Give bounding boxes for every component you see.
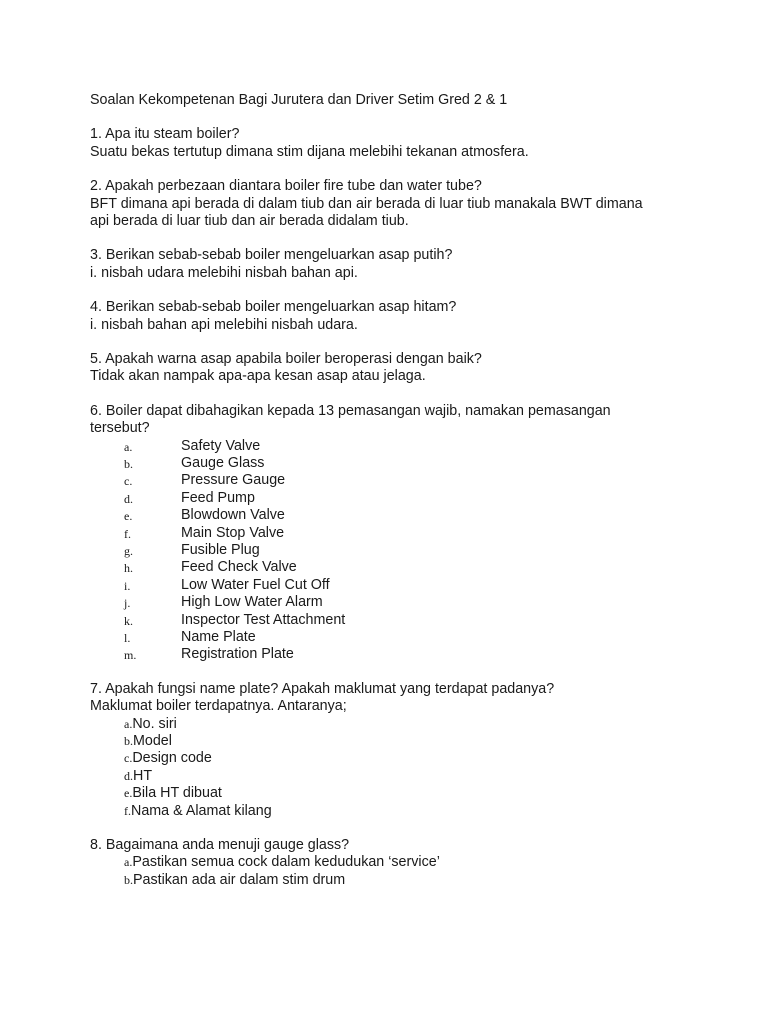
list-item-text: Inspector Test Attachment xyxy=(181,611,346,628)
list-item xyxy=(90,472,690,489)
answer-7: Maklumat boiler terdapatnya. Antaranya; xyxy=(90,698,347,715)
list-item-text: Gauge Glass xyxy=(181,455,265,472)
list-item-text: No. siri xyxy=(132,715,177,732)
list-item-text: Pressure Gauge xyxy=(181,472,286,489)
q8-list xyxy=(90,854,690,889)
list-item xyxy=(90,716,690,733)
list-item xyxy=(90,854,690,871)
document-title: Soalan Kekompetenan Bagi Jurutera dan Driver Setim Gred 2 & 1 xyxy=(90,92,508,108)
list-item xyxy=(90,490,690,507)
list-marker: c. xyxy=(124,474,133,489)
list-item xyxy=(90,507,690,524)
list-marker: d. xyxy=(124,768,133,783)
list-item-text: Bila HT dibuat xyxy=(132,785,222,802)
list-marker: b. xyxy=(124,872,133,887)
list-item xyxy=(90,750,690,767)
list-item xyxy=(90,612,690,629)
list-item-text: Nama & Alamat kilang xyxy=(131,802,272,819)
list-item xyxy=(90,455,690,472)
question-6-line-1: 6. Boiler dapat dibahagikan kepada 13 pemasangan wajib, namakan pemasangan xyxy=(90,402,611,419)
answer-3: i. nisbah udara melebihi nisbah bahan api. xyxy=(90,264,358,281)
q7-list xyxy=(90,716,690,820)
list-marker: m. xyxy=(124,648,137,663)
document-body xyxy=(90,92,690,889)
list-item xyxy=(90,785,690,802)
question-1: 1. Apa itu steam boiler? xyxy=(90,126,240,143)
list-item-text: Feed Pump xyxy=(181,489,255,506)
list-marker: d. xyxy=(124,491,133,506)
list-marker: a. xyxy=(124,439,133,454)
answer-1: Suatu bekas tertutup dimana stim dijana melebihi tekanan atmosfera. xyxy=(90,143,529,160)
question-2: 2. Apakah perbezaan diantara boiler fire tube dan water tube? xyxy=(90,178,482,195)
list-item-text: Pastikan semua cock dalam kedudukan ‘service’ xyxy=(132,854,440,871)
list-item xyxy=(90,872,690,889)
list-item xyxy=(90,629,690,646)
list-marker: b. xyxy=(124,733,133,748)
question-7: 7. Apakah fungsi name plate? Apakah maklumat yang terdapat padanya? xyxy=(90,680,555,697)
list-item xyxy=(90,577,690,594)
list-marker: h. xyxy=(124,561,133,576)
list-item xyxy=(90,525,690,542)
list-marker: f. xyxy=(124,803,131,818)
list-item xyxy=(90,803,690,820)
answer-4: i. nisbah bahan api melebihi nisbah udara. xyxy=(90,316,358,333)
list-marker: j. xyxy=(124,596,131,611)
list-marker: k. xyxy=(124,613,133,628)
question-4: 4. Berikan sebab-sebab boiler mengeluarkan asap hitam? xyxy=(90,299,457,316)
list-item xyxy=(90,438,690,455)
list-item xyxy=(90,594,690,611)
list-item-text: Design code xyxy=(132,750,212,767)
list-marker: c. xyxy=(124,751,133,766)
answer-5: Tidak akan nampak apa-apa kesan asap atau jelaga. xyxy=(90,368,426,385)
question-5: 5. Apakah warna asap apabila boiler beroperasi dengan baik? xyxy=(90,351,482,368)
list-item xyxy=(90,559,690,576)
list-item-text: Blowdown Valve xyxy=(181,507,285,524)
list-item-text: Model xyxy=(133,732,172,749)
question-3: 3. Berikan sebab-sebab boiler mengeluarkan asap putih? xyxy=(90,247,453,264)
answer-2-line-2: api berada di luar tiub dan air berada didalam tiub. xyxy=(90,213,409,230)
list-item-text: Name Plate xyxy=(181,628,256,645)
list-item xyxy=(90,542,690,559)
list-item xyxy=(90,733,690,750)
list-item-text: Main Stop Valve xyxy=(181,524,285,541)
q6-list xyxy=(90,438,690,664)
answer-2-line-1: BFT dimana api berada di dalam tiub dan air berada di luar tiub manakala BWT dimana xyxy=(90,195,643,212)
list-item-text: Fusible Plug xyxy=(181,542,260,559)
list-item-text: High Low Water Alarm xyxy=(181,594,323,611)
list-marker: e. xyxy=(124,786,133,801)
question-6-line-2: tersebut? xyxy=(90,420,150,437)
list-marker: a. xyxy=(124,855,133,870)
list-item-text: Pastikan ada air dalam stim drum xyxy=(133,871,346,888)
list-marker: e. xyxy=(124,509,133,524)
list-marker: g. xyxy=(124,544,133,559)
list-marker: a. xyxy=(124,716,133,731)
list-item-text: Feed Check Valve xyxy=(181,559,297,576)
list-item xyxy=(90,646,690,663)
list-item-text: HT xyxy=(133,767,153,784)
list-item-text: Registration Plate xyxy=(181,646,294,663)
list-item-text: Low Water Fuel Cut Off xyxy=(181,576,330,593)
question-8: 8. Bagaimana anda menuji gauge glass? xyxy=(90,836,350,853)
list-item-text: Safety Valve xyxy=(181,437,261,454)
list-marker: i. xyxy=(124,578,131,593)
list-marker: l. xyxy=(124,630,131,645)
list-item xyxy=(90,768,690,785)
list-marker: f. xyxy=(124,526,131,541)
list-marker: b. xyxy=(124,457,133,472)
